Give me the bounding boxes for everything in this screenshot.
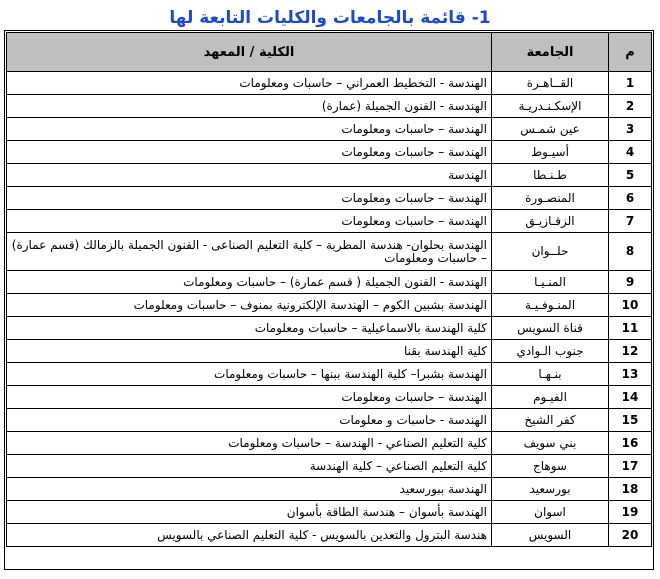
row-num: 8 [609, 233, 652, 271]
table-row [7, 187, 652, 210]
row-num: 5 [609, 164, 652, 187]
table-row [7, 432, 652, 455]
row-university: قناة السويس [492, 317, 609, 340]
row-faculty: الهندسة بحلوان- هندسة المطرية – كلية التعليم الصناعى - الفنون الجميلة بالزمالك (قسم عمارة) – حاسبات ومعلومات [7, 233, 492, 271]
row-num: 10 [609, 294, 652, 317]
table-row [7, 524, 652, 547]
row-num: 2 [609, 95, 652, 118]
table-row [7, 233, 652, 271]
row-faculty: الهندسة - الفنون الجميلة ( قسم عمارة) – حاسبات ومعلومات [7, 271, 492, 294]
row-faculty: الهندسة – حاسبات ومعلومات [7, 118, 492, 141]
table-row [7, 294, 652, 317]
row-university: حلــوان [492, 233, 609, 271]
row-faculty: الهندسة [7, 164, 492, 187]
row-faculty: هندسة البترول والتعدين بالسويس - كلية التعليم الصناعي بالسويس [7, 524, 492, 547]
row-faculty: الهندسة بأسوان – هندسة الطاقة بأسوان [7, 501, 492, 524]
table-row [7, 95, 652, 118]
row-num: 4 [609, 141, 652, 164]
row-university: الإسكـنـدريـة [492, 95, 609, 118]
table-row [7, 164, 652, 187]
row-num: 19 [609, 501, 652, 524]
row-university: المنـيـا [492, 271, 609, 294]
row-university: بنـهـا [492, 363, 609, 386]
row-num: 16 [609, 432, 652, 455]
universities-table [6, 32, 652, 547]
row-num: 9 [609, 271, 652, 294]
row-num: 6 [609, 187, 652, 210]
row-num: 1 [609, 72, 652, 95]
table-row [7, 455, 652, 478]
header-university: الجامعة [492, 33, 609, 72]
table-row [7, 478, 652, 501]
row-university: طـنـطا [492, 164, 609, 187]
row-university: الزقـازيـق [492, 210, 609, 233]
row-faculty: الهندسة – حاسبات ومعلومات [7, 187, 492, 210]
row-num: 15 [609, 409, 652, 432]
row-university: بني سويف [492, 432, 609, 455]
table-row [7, 501, 652, 524]
row-num: 20 [609, 524, 652, 547]
row-num: 18 [609, 478, 652, 501]
table-body [7, 72, 652, 547]
row-university: اسوان [492, 501, 609, 524]
row-university: سوهاج [492, 455, 609, 478]
row-university: القــاهـرة [492, 72, 609, 95]
row-university: جنوب الـوادي [492, 340, 609, 363]
row-num: 11 [609, 317, 652, 340]
row-faculty: كلية التعليم الصناعي - الهندسة – حاسبات ومعلومات [7, 432, 492, 455]
header-num: م [609, 33, 652, 72]
table-row [7, 118, 652, 141]
row-university: عين شمـس [492, 118, 609, 141]
table-row [7, 141, 652, 164]
row-faculty: كلية التعليم الصناعي – كلية الهندسة [7, 455, 492, 478]
row-num: 3 [609, 118, 652, 141]
row-faculty: كلية الهندسة بالاسماعيلية – حاسبات ومعلومات [7, 317, 492, 340]
page-title: 1- قائمة بالجامعات والكليات التابعة لها [169, 8, 491, 28]
row-faculty: الهندسة - حاسبات و معلومات [7, 409, 492, 432]
row-num: 12 [609, 340, 652, 363]
row-university: المنصـورة [492, 187, 609, 210]
row-faculty: الهندسة – حاسبات ومعلومات [7, 210, 492, 233]
table-row [7, 340, 652, 363]
row-faculty: الهندسة - الفنون الجميلة (عمارة) [7, 95, 492, 118]
header-faculty: الكلية / المعهد [7, 33, 492, 72]
row-university: السويس [492, 524, 609, 547]
row-university: كفر الشيخ [492, 409, 609, 432]
table-row [7, 72, 652, 95]
row-university: الفيـوم [492, 386, 609, 409]
row-faculty: الهندسة بشبين الكوم – الهندسة الإلكترونية بمنوف – حاسبات ومعلومات [7, 294, 492, 317]
row-university: المنـوفـيـة [492, 294, 609, 317]
row-faculty: كلية الهندسة بقنا [7, 340, 492, 363]
table-row [7, 317, 652, 340]
row-num: 7 [609, 210, 652, 233]
row-num: 14 [609, 386, 652, 409]
row-university: بورسعيد [492, 478, 609, 501]
table-header-row [7, 33, 652, 72]
table-row [7, 363, 652, 386]
table-row [7, 386, 652, 409]
row-university: أسيـوط [492, 141, 609, 164]
table-row [7, 271, 652, 294]
row-faculty: الهندسة ببورسعيد [7, 478, 492, 501]
row-num: 13 [609, 363, 652, 386]
row-num: 17 [609, 455, 652, 478]
row-faculty: الهندسة بشبرا– كلية الهندسة ببنها – حاسبات ومعلومات [7, 363, 492, 386]
table-row [7, 210, 652, 233]
row-faculty: الهندسة - التخطيط العمراني – حاسبات ومعلومات [7, 72, 492, 95]
table-row [7, 409, 652, 432]
row-faculty: الهندسة – حاسبات ومعلومات [7, 386, 492, 409]
row-faculty: الهندسة – حاسبات ومعلومات [7, 141, 492, 164]
